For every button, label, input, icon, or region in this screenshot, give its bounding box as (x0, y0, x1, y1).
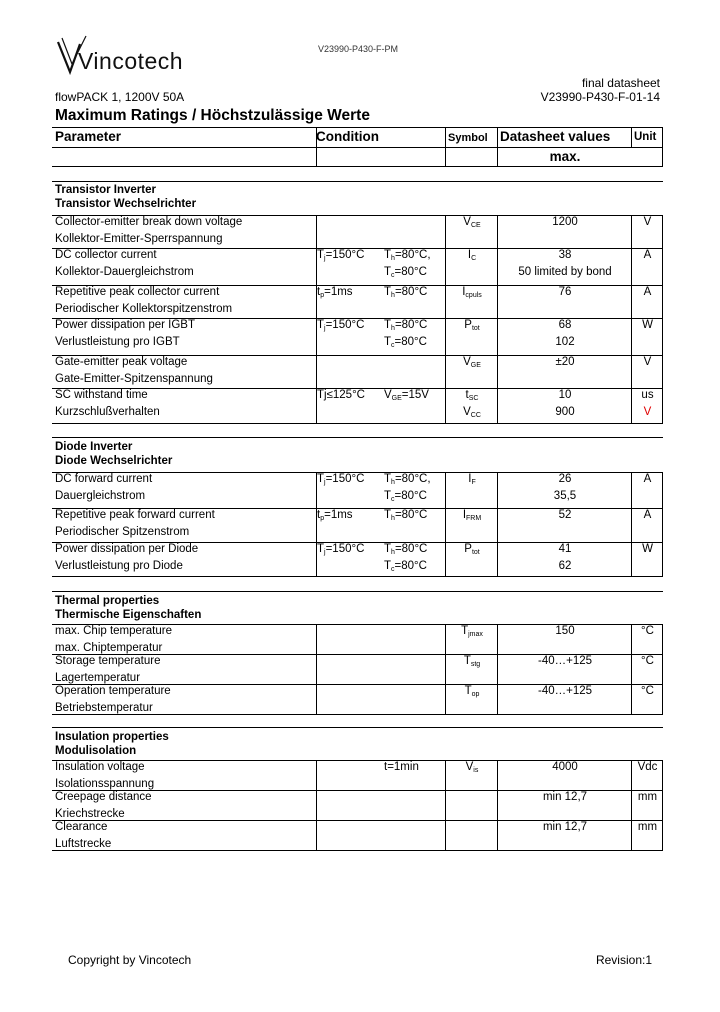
value-max: 38 (558, 249, 572, 261)
parameter-name-de: Betriebstemperatur (55, 702, 153, 714)
parameter-name-de: Periodischer Kollektorspitzenstrom (55, 303, 233, 315)
parameter-name: Creepage distance (55, 791, 152, 803)
value-max: 150 (555, 625, 575, 637)
condition-2: $T_h=80^\circ C$, (384, 473, 431, 486)
parameter-name-de: Isolationsspannung (55, 778, 155, 790)
value-max: 4000 (552, 761, 578, 773)
column-border (445, 472, 446, 576)
condition-2: $T_h=80^\circ C$ (384, 319, 428, 332)
symbol: $I_{FRM}$ (462, 509, 482, 522)
value-max: 68 (558, 319, 572, 331)
parameter-name: DC collector current (55, 249, 157, 261)
parameter-name-de: Periodischer Spitzenstrom (55, 526, 190, 538)
symbol: $T_{op}$ (464, 685, 480, 698)
value-max: 10 (558, 389, 572, 401)
footer-revision: Revision:1 (595, 953, 652, 967)
parameter-name-de: Lagertemperatur (55, 672, 141, 684)
symbol: $V_{is}$ (465, 761, 479, 774)
section-divider (52, 727, 663, 728)
value-max: 1200 (552, 216, 578, 228)
unit: A (643, 509, 652, 521)
section-title-diode: Diode Inverter (55, 441, 133, 453)
parameter-name-de: Kriechstrecke (55, 808, 125, 820)
condition-2: $T_h=80^\circ C$ (384, 286, 428, 299)
datasheet-status: final datasheet (581, 76, 660, 90)
unit-2: V (643, 406, 652, 418)
condition-2: $V_{GE}=15V$ (384, 389, 429, 402)
unit: us (641, 389, 654, 401)
doc-code-top: V23990-P430-F-PM (318, 44, 399, 54)
value-max: 52 (558, 509, 572, 521)
unit: W (642, 319, 653, 331)
condition-1: $T_j=150^\circ C$ (317, 249, 365, 262)
parameter-name: Clearance (55, 821, 108, 833)
col-header-max: max. (549, 149, 581, 164)
brand-name: Vincotech (78, 48, 184, 74)
column-border (316, 624, 317, 714)
symbol: $P_{tot}$ (464, 543, 480, 556)
col-header-condition: Condition (316, 129, 379, 144)
condition-2: t=1min (384, 761, 419, 773)
unit: W (642, 543, 653, 555)
section-divider (52, 181, 663, 182)
col-header-symbol: Symbol (448, 132, 488, 144)
value-max: 41 (558, 543, 572, 555)
parameter-name: Collector-emitter break down voltage (55, 216, 243, 228)
parameter-name: max. Chip temperature (55, 625, 172, 637)
condition-1: $T_j=150^\circ C$ (317, 473, 365, 486)
unit: °C (641, 625, 654, 637)
product-name: flowPACK 1, 1200V 50A (55, 90, 185, 104)
parameter-name: Power dissipation per IGBT (55, 319, 195, 331)
value-max-2: 900 (555, 406, 575, 418)
symbol: $I_F$ (468, 473, 476, 486)
section-subtitle-insulation: Modulisolation (55, 745, 137, 757)
symbol: $T_{stg}$ (463, 655, 481, 668)
column-border (445, 624, 446, 714)
section-title-insulation: Insulation properties (55, 731, 169, 743)
col-header-datasheet-values: Datasheet values (500, 129, 611, 144)
value-max: -40…+125 (537, 655, 593, 667)
parameter-name-de: max. Chiptemperatur (55, 642, 163, 654)
symbol: $T_{jmax}$ (461, 625, 483, 638)
condition-3: $T_c=80^\circ C$ (384, 336, 427, 349)
section-subtitle-diode: Diode Wechselrichter (55, 455, 173, 467)
parameter-name: DC forward current (55, 473, 153, 485)
parameter-name-de: Gate-Emitter-Spitzenspannung (55, 373, 213, 385)
col-header-unit: Unit (634, 131, 657, 143)
condition-1: $t_p=1ms$ (317, 509, 353, 522)
condition-1: $t_p=1ms$ (317, 286, 353, 299)
symbol: $I_C$ (467, 249, 477, 262)
condition-1: $T_j=150^\circ C$ (317, 319, 365, 332)
column-border (662, 472, 663, 576)
condition-2: $T_h=80^\circ C$ (384, 509, 428, 522)
symbol: $V_{CE}$ (463, 216, 481, 229)
condition-2: $T_h=80^\circ C$ (384, 543, 428, 556)
column-border (316, 760, 317, 850)
row-border (52, 850, 663, 851)
doc-code: V23990-P430-F-01-14 (540, 90, 660, 104)
parameter-name: Operation temperature (55, 685, 171, 697)
parameter-name: Storage temperature (55, 655, 161, 667)
parameter-name-de: Verlustleistung pro Diode (55, 560, 183, 572)
parameter-name-de: Verlustleistung pro IGBT (55, 336, 180, 348)
unit: V (643, 356, 652, 368)
symbol: $t_{SC}$ (465, 389, 479, 402)
condition-1: Tj≤125°C (317, 389, 365, 401)
unit: mm (637, 791, 658, 803)
parameter-name: Repetitive peak forward current (55, 509, 215, 521)
unit: V (643, 216, 652, 228)
unit: °C (641, 685, 654, 697)
unit: A (643, 286, 652, 298)
parameter-name: Insulation voltage (55, 761, 145, 773)
parameter-name: SC withstand time (55, 389, 148, 401)
unit: mm (637, 821, 658, 833)
page-title: Maximum Ratings / Höchstzulässige Werte (55, 107, 370, 124)
value-max-2: 62 (558, 560, 572, 572)
parameter-name: Power dissipation per Diode (55, 543, 199, 555)
parameter-name-de: Dauergleichstrom (55, 490, 146, 502)
section-title-transistor: Transistor Inverter (55, 184, 156, 196)
section-subtitle-thermal: Thermische Eigenschaften (55, 609, 202, 621)
section-title-thermal: Thermal properties (55, 595, 160, 607)
unit: A (643, 249, 652, 261)
parameter-name: Gate-emitter peak voltage (55, 356, 188, 368)
value-max: min 12,7 (542, 821, 588, 833)
condition-1: $T_j=150^\circ C$ (317, 543, 365, 556)
col-header-parameter: Parameter (55, 129, 122, 144)
footer-copyright: Copyright by Vincotech (68, 953, 192, 967)
unit: Vdc (637, 761, 658, 773)
value-max-2: 102 (555, 336, 575, 348)
value-max: ±20 (555, 356, 575, 368)
condition-3: $T_c=80^\circ C$ (384, 560, 427, 573)
section-divider (52, 437, 663, 438)
parameter-name-de: Kollektor-Dauergleichstrom (55, 266, 194, 278)
value-max: min 12,7 (542, 791, 588, 803)
column-border (445, 215, 446, 423)
value-max-2: 35,5 (553, 490, 577, 502)
unit: °C (641, 655, 654, 667)
section-divider (52, 591, 663, 592)
parameter-name: Repetitive peak collector current (55, 286, 220, 298)
column-border (445, 760, 446, 850)
row-border (52, 576, 663, 577)
value-max: 26 (558, 473, 572, 485)
symbol: $P_{tot}$ (464, 319, 480, 332)
symbol-2: $V_{CC}$ (463, 406, 481, 419)
symbol: $I_{cpuls}$ (462, 286, 482, 299)
vincotech-logo (56, 34, 206, 80)
parameter-name-de: Kollektor-Emitter-Sperrspannung (55, 233, 223, 245)
value-max: -40…+125 (537, 685, 593, 697)
value-max: 76 (558, 286, 572, 298)
row-border (52, 423, 663, 424)
value-max-2: 50 limited by bond (518, 266, 612, 278)
parameter-name-de: Kurzschlußverhalten (55, 406, 160, 418)
condition-3: $T_c=80^\circ C$ (384, 490, 427, 503)
parameter-name-de: Luftstrecke (55, 838, 112, 850)
section-subtitle-transistor: Transistor Wechselrichter (55, 198, 197, 210)
symbol: $V_{GE}$ (463, 356, 481, 369)
condition-3: $T_c=80^\circ C$ (384, 266, 427, 279)
condition-2: $T_h=80^\circ C$, (384, 249, 431, 262)
unit: A (643, 473, 652, 485)
